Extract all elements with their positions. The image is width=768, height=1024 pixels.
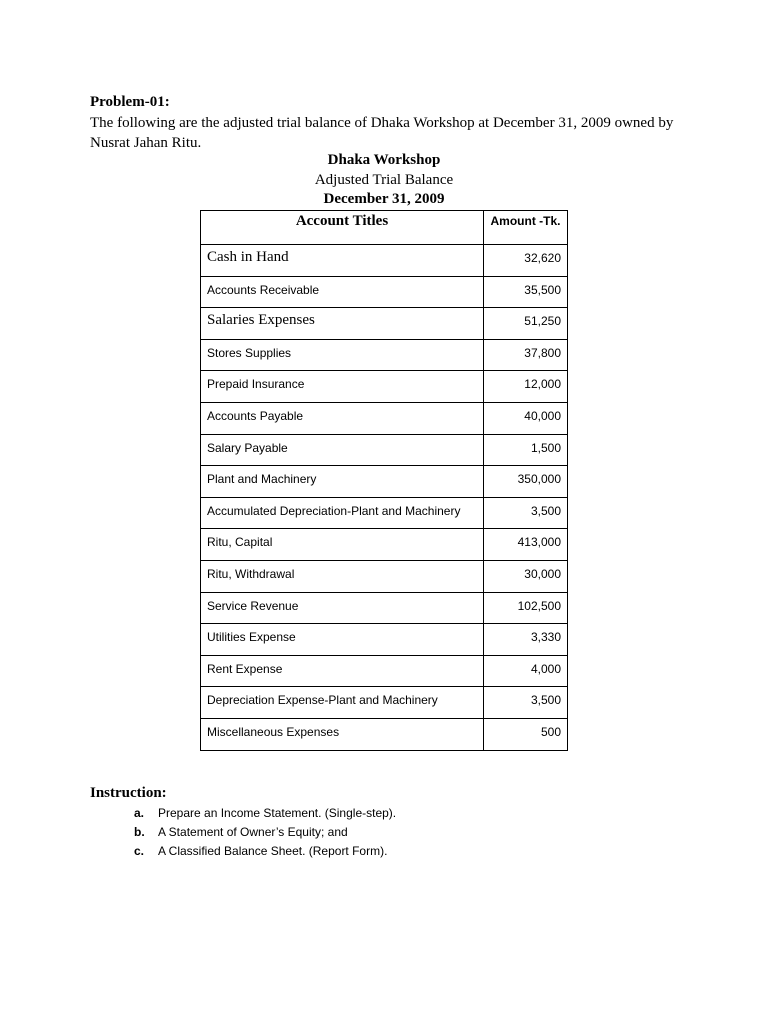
account-title: Ritu, Withdrawal <box>201 560 484 592</box>
table-row <box>201 718 568 750</box>
account-amount: 413,000 <box>484 529 568 561</box>
table-row <box>201 434 568 466</box>
account-amount: 350,000 <box>484 466 568 498</box>
list-item-marker: c. <box>134 844 145 858</box>
company-name: Dhaka Workshop <box>327 152 441 168</box>
account-amount: 51,250 <box>484 308 568 340</box>
account-amount: 30,000 <box>484 560 568 592</box>
problem-intro: The following are the adjusted trial balance of Dhaka Workshop at December 31, 2009 owned by Nusrat Jahan Ritu. <box>90 115 674 151</box>
account-amount: 1,500 <box>484 434 568 466</box>
account-amount: 32,620 <box>484 245 568 277</box>
account-amount: 102,500 <box>484 592 568 624</box>
table-row <box>201 655 568 687</box>
list-item <box>134 824 396 843</box>
account-title: Salaries Expenses <box>201 308 484 340</box>
account-amount: 40,000 <box>484 402 568 434</box>
table-row <box>201 529 568 561</box>
account-amount: 3,330 <box>484 624 568 656</box>
list-item-marker: b. <box>134 825 145 839</box>
account-title: Accounts Payable <box>201 402 484 434</box>
list-item-text: Prepare an Income Statement. (Single-step). <box>158 806 397 820</box>
table-row <box>201 592 568 624</box>
table-row <box>201 245 568 277</box>
account-amount: 4,000 <box>484 655 568 687</box>
account-title: Cash in Hand <box>201 245 484 277</box>
account-title: Rent Expense <box>201 655 484 687</box>
account-title: Prepaid Insurance <box>201 371 484 403</box>
header-account-titles: Account Titles <box>201 211 484 245</box>
table-row <box>201 497 568 529</box>
account-title: Salary Payable <box>201 434 484 466</box>
account-title: Miscellaneous Expenses <box>201 718 484 750</box>
table-row <box>201 560 568 592</box>
list-item-marker: a. <box>134 806 145 820</box>
account-title: Service Revenue <box>201 592 484 624</box>
table-row <box>201 339 568 371</box>
account-title: Accounts Receivable <box>201 276 484 308</box>
table-row <box>201 402 568 434</box>
table-row <box>201 624 568 656</box>
account-title: Accumulated Depreciation-Plant and Machinery <box>201 497 484 529</box>
account-amount: 3,500 <box>484 497 568 529</box>
problem-title: Problem-01: <box>90 94 170 110</box>
statement-title: Adjusted Trial Balance <box>314 172 454 188</box>
account-title: Stores Supplies <box>201 339 484 371</box>
list-item-text: A Statement of Owner’s Equity; and <box>158 825 348 839</box>
account-amount: 12,000 <box>484 371 568 403</box>
account-amount: 500 <box>484 718 568 750</box>
account-title: Utilities Expense <box>201 624 484 656</box>
table-header-row <box>201 211 568 245</box>
list-item-text: A Classified Balance Sheet. (Report Form). <box>158 844 388 858</box>
instruction-title: Instruction: <box>90 785 167 801</box>
account-title: Plant and Machinery <box>201 466 484 498</box>
instruction-list <box>134 805 396 862</box>
table-row <box>201 276 568 308</box>
table-row <box>201 308 568 340</box>
table-row <box>201 466 568 498</box>
statement-date: December 31, 2009 <box>323 191 445 207</box>
header-amount: Amount -Tk. <box>484 211 568 245</box>
trial-balance-table <box>200 210 568 751</box>
table-row <box>201 371 568 403</box>
account-amount: 35,500 <box>484 276 568 308</box>
list-item <box>134 805 396 824</box>
table-row <box>201 687 568 719</box>
account-title: Ritu, Capital <box>201 529 484 561</box>
list-item <box>134 843 396 862</box>
account-title: Depreciation Expense-Plant and Machinery <box>201 687 484 719</box>
account-amount: 3,500 <box>484 687 568 719</box>
account-amount: 37,800 <box>484 339 568 371</box>
